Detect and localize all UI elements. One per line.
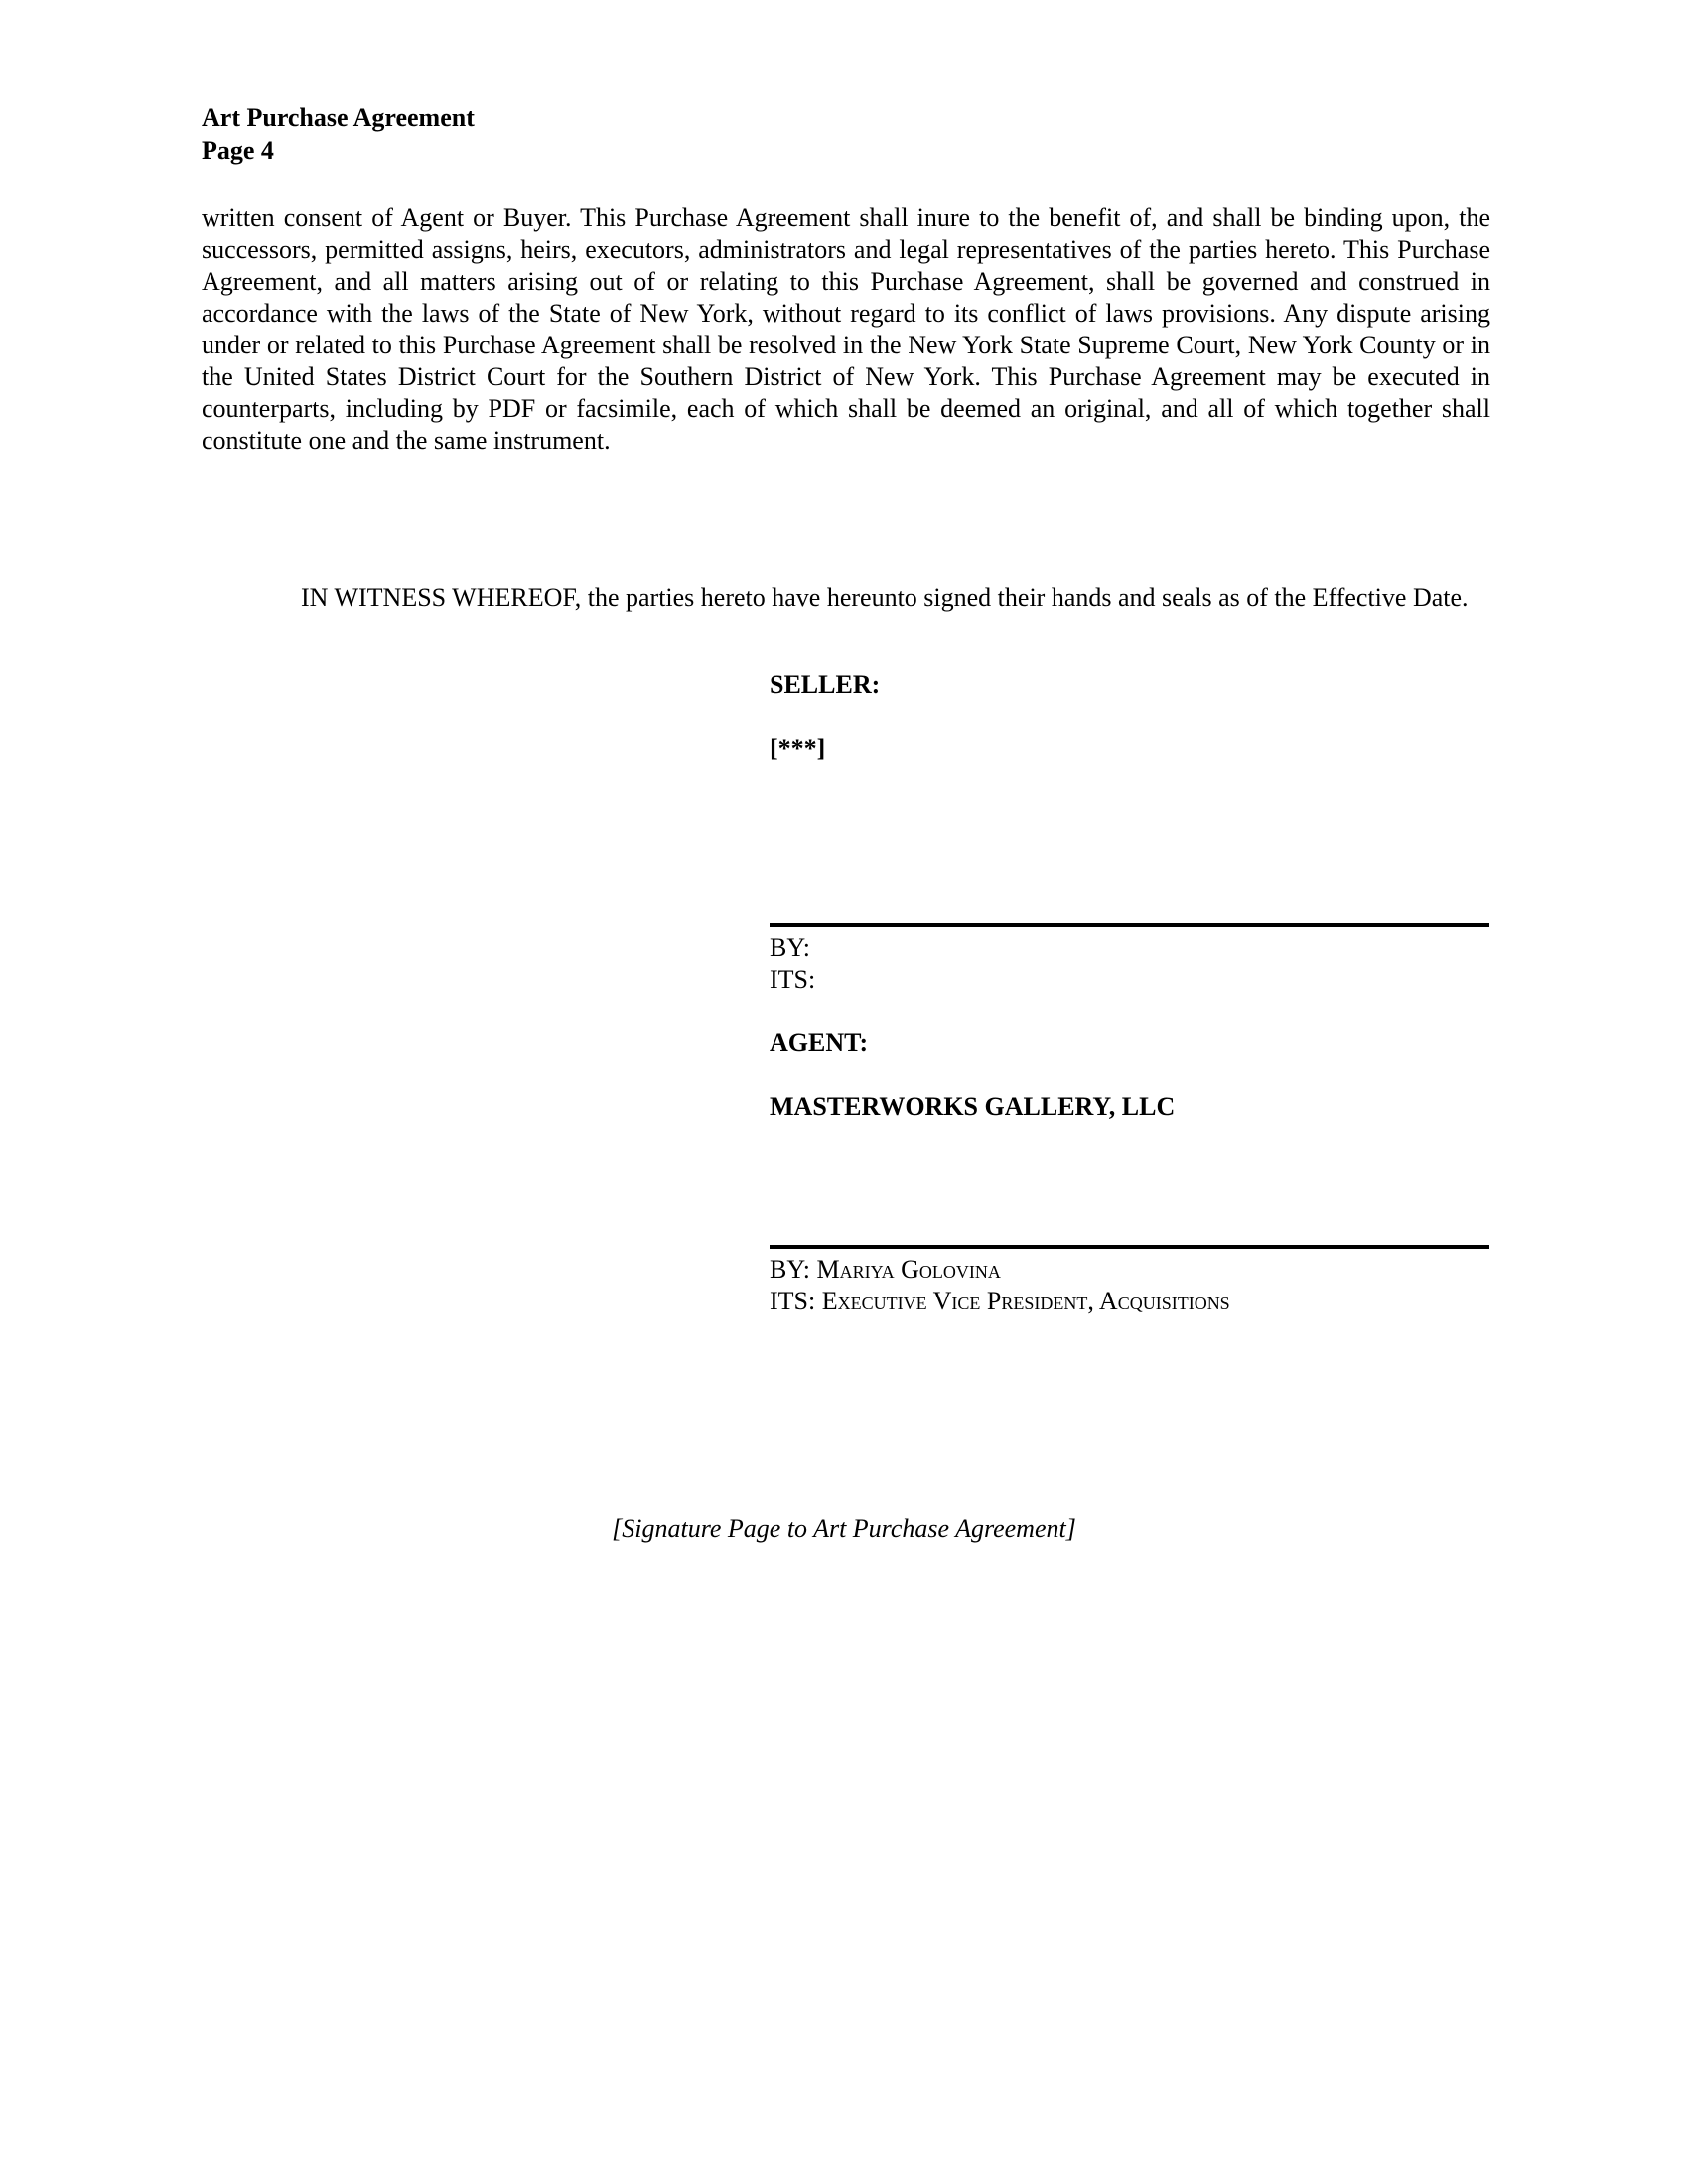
page-number: Page 4 <box>202 136 274 165</box>
seller-signature-line <box>770 923 1489 927</box>
agent-its-value: Executive Vice President, Acquisitions <box>821 1287 1230 1315</box>
seller-heading: SELLER: <box>770 670 881 699</box>
agent-heading: AGENT: <box>770 1028 869 1057</box>
document-title: Art Purchase Agreement <box>202 103 475 132</box>
agent-its-label: ITS: <box>770 1287 816 1315</box>
agent-by-label: BY: <box>770 1255 810 1284</box>
agent-signature-line <box>770 1245 1489 1249</box>
agreement-paragraph: written consent of Agent or Buyer. This Purchase Agreement shall inure to the benefit of, and shall be binding upon, the successors, permitted assigns, heirs, executors, administrators and legal representatives of the parties hereto. This Purchase Agreement, and all matters arising out of or relating to this Purchase Agreement, shall be governed and construed in accordance with the laws of the State of New York, without regard to its conflict of laws provisions. Any dispute arising under or related to this Purchase Agreement shall be resolved in the New York State Supreme Court, New York County or in the United States District Court for the Southern District of New York. This Purchase Agreement may be executed in counterparts, including by PDF or facsimile, each of which shall be deemed an original, and all of which together shall constitute one and the same instrument. <box>202 204 1490 455</box>
agent-its-field <box>770 1286 1230 1317</box>
page-header <box>202 101 475 167</box>
agent-by-field <box>770 1254 1001 1286</box>
seller-by-label: BY: <box>770 933 810 962</box>
agent-by-value: Mariya Golovina <box>816 1255 1001 1284</box>
signature-page-caption: [Signature Page to Art Purchase Agreement] <box>612 1514 1076 1543</box>
witness-paragraph: IN WITNESS WHEREOF, the parties hereto have hereunto signed their hands and seals as of the Effective Date. <box>301 583 1469 612</box>
seller-name: [***] <box>770 734 826 762</box>
seller-by-field <box>770 932 810 964</box>
agent-name: MASTERWORKS GALLERY, LLC <box>770 1092 1176 1121</box>
seller-its-field <box>770 964 815 996</box>
seller-its-label: ITS: <box>770 965 816 994</box>
